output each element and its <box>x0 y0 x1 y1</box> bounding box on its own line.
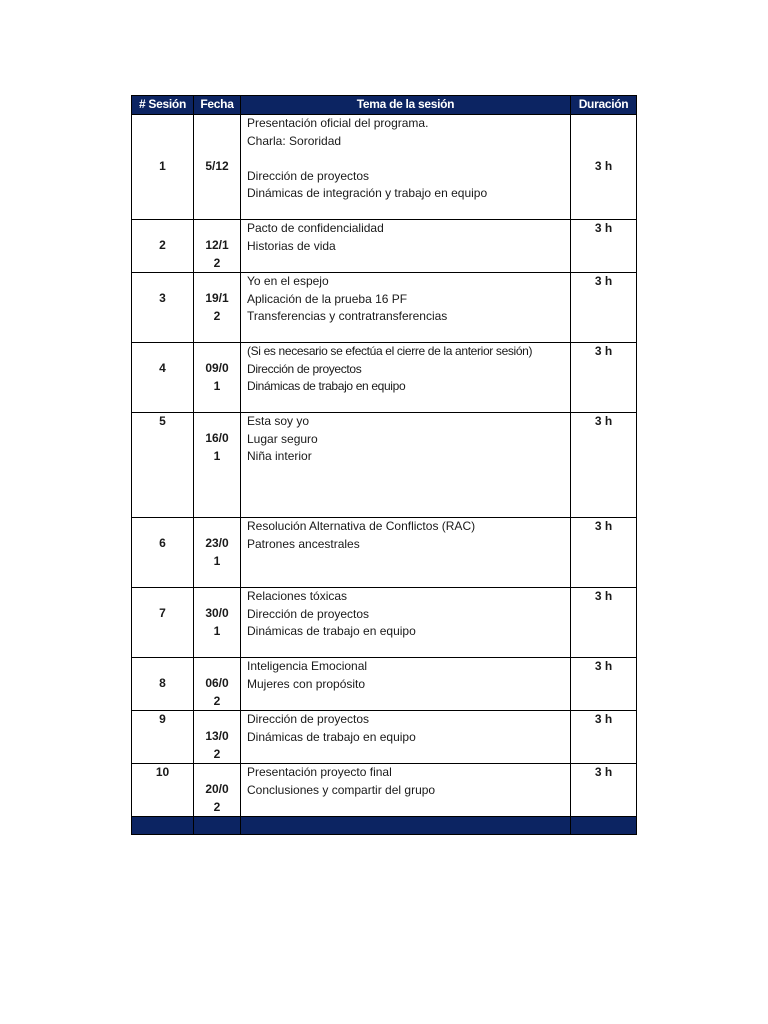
footer-cell <box>241 817 571 835</box>
session-duration: 3 h <box>571 518 637 588</box>
footer-cell <box>194 817 241 835</box>
table-header-row <box>132 96 637 115</box>
topic-line: Dinámicas de integración y trabajo en equipo <box>247 186 488 200</box>
topic-line: Conclusiones y compartir del grupo <box>247 782 436 797</box>
table-footer-row <box>132 817 637 835</box>
session-number: 1 <box>132 115 194 220</box>
table-row <box>132 658 637 711</box>
topic-line: Relaciones tóxicas <box>247 589 348 603</box>
table-row <box>132 115 637 220</box>
table-row <box>132 413 637 518</box>
topic-line: Historias de vida <box>247 238 336 253</box>
topic-line: Dinámicas de trabajo en equipo <box>247 624 416 638</box>
session-topics <box>241 588 571 658</box>
session-duration: 3 h <box>571 658 637 711</box>
topic-line <box>247 150 570 168</box>
topic-line: Presentación proyecto final <box>247 765 392 779</box>
topic-line: Dirección de proyectos <box>247 168 370 183</box>
topic-line: Dirección de proyectos <box>247 606 370 621</box>
session-date-text: 5/12 <box>205 159 229 174</box>
session-date <box>194 764 241 817</box>
session-schedule-table <box>131 95 637 835</box>
session-date <box>194 220 241 273</box>
session-date-text: 20/02 <box>205 782 229 814</box>
table-row <box>132 764 637 817</box>
table-row <box>132 273 637 343</box>
topic-line: Lugar seguro <box>247 431 318 446</box>
session-topics <box>241 115 571 220</box>
session-topics <box>241 711 571 764</box>
table-row <box>132 711 637 764</box>
topic-line: Pacto de confidencialidad <box>247 221 384 235</box>
session-topics <box>241 518 571 588</box>
topic-line: Presentación oficial del programa. <box>247 116 429 130</box>
header-duration: Duración <box>571 96 637 115</box>
topic-line: Niña interior <box>247 449 312 463</box>
session-number: 10 <box>132 764 194 817</box>
session-date <box>194 413 241 518</box>
session-number: 8 <box>132 658 194 711</box>
session-topics <box>241 343 571 413</box>
session-date-text: 13/02 <box>205 729 229 761</box>
footer-cell <box>571 817 637 835</box>
topic-line: Dirección de proyectos <box>247 361 362 376</box>
session-date <box>194 343 241 413</box>
topic-line: Dinámicas de trabajo en equipo <box>247 729 416 744</box>
session-date-text: 16/01 <box>205 431 229 463</box>
session-date-text: 23/01 <box>205 536 229 568</box>
topic-line: Dinámicas de trabajo en equipo <box>247 379 406 393</box>
session-date <box>194 115 241 220</box>
topic-line: Resolución Alternativa de Conflictos (RAC) <box>247 519 476 533</box>
session-date-text: 19/12 <box>205 291 229 323</box>
table-row <box>132 220 637 273</box>
table-row <box>132 343 637 413</box>
topic-line: (Si es necesario se efectúa el cierre de la anterior sesión) <box>247 344 533 358</box>
footer-cell <box>132 817 194 835</box>
session-duration: 3 h <box>571 273 637 343</box>
topic-line: Patrones ancestrales <box>247 536 360 551</box>
topic-line: Mujeres con propósito <box>247 676 366 691</box>
session-topics <box>241 658 571 711</box>
session-number: 5 <box>132 413 194 518</box>
header-session: # Sesión <box>132 96 194 115</box>
session-date <box>194 273 241 343</box>
session-topics <box>241 413 571 518</box>
session-number: 2 <box>132 220 194 273</box>
topic-line: Aplicación de la prueba 16 PF <box>247 291 408 306</box>
session-number: 9 <box>132 711 194 764</box>
session-date <box>194 658 241 711</box>
session-duration: 3 h <box>571 588 637 658</box>
session-duration: 3 h <box>571 711 637 764</box>
session-date <box>194 518 241 588</box>
table-row <box>132 518 637 588</box>
topic-line: Yo en el espejo <box>247 274 329 288</box>
session-topics <box>241 220 571 273</box>
session-duration: 3 h <box>571 220 637 273</box>
session-date <box>194 711 241 764</box>
session-topics <box>241 764 571 817</box>
session-number: 3 <box>132 273 194 343</box>
session-number: 7 <box>132 588 194 658</box>
topic-line: Transferencias y contratransferencias <box>247 309 448 323</box>
header-date: Fecha <box>194 96 241 115</box>
session-number: 4 <box>132 343 194 413</box>
session-date-text: 30/01 <box>205 606 229 638</box>
session-date-text: 12/12 <box>205 238 229 270</box>
session-duration: 3 h <box>571 343 637 413</box>
topic-line: Dirección de proyectos <box>247 712 370 726</box>
session-duration: 3 h <box>571 115 637 220</box>
session-number: 6 <box>132 518 194 588</box>
session-duration: 3 h <box>571 413 637 518</box>
session-date <box>194 588 241 658</box>
session-date-text: 06/02 <box>205 676 229 708</box>
topic-line: Inteligencia Emocional <box>247 659 368 673</box>
session-topics <box>241 273 571 343</box>
session-duration: 3 h <box>571 764 637 817</box>
topic-line: Esta soy yo <box>247 414 310 428</box>
session-date-text: 09/01 <box>205 361 229 393</box>
topic-line: Charla: Sororidad <box>247 133 342 148</box>
header-topic: Tema de la sesión <box>241 96 571 115</box>
table-row <box>132 588 637 658</box>
